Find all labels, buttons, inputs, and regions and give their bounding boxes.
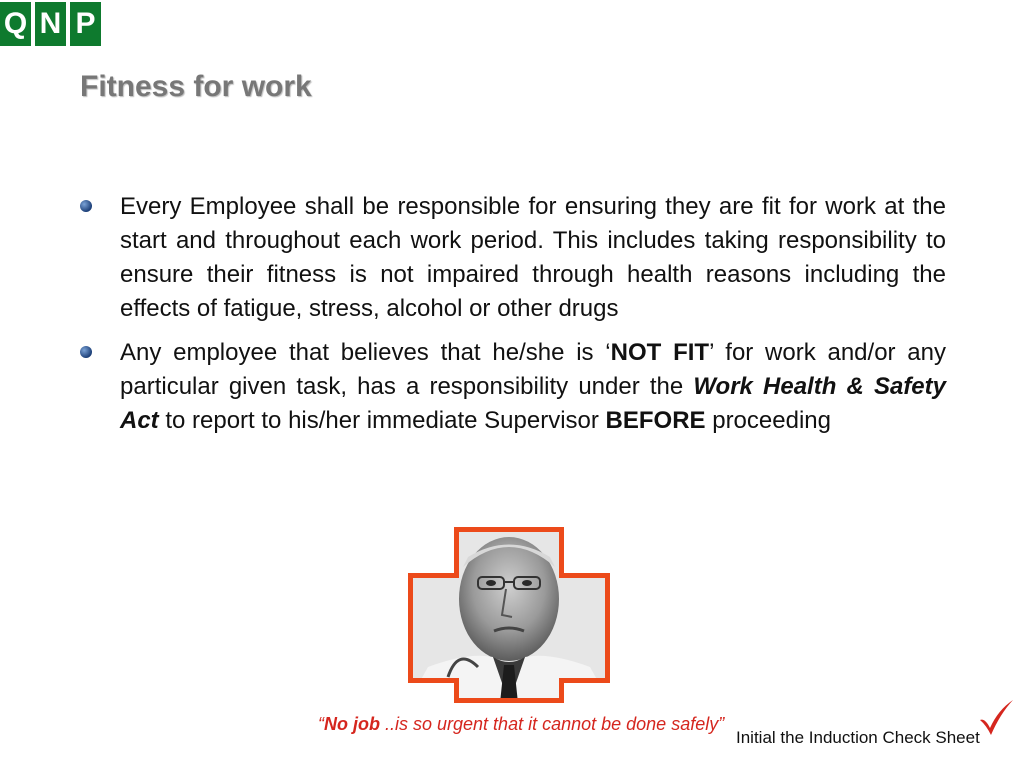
bullet-2-part4: proceeding [705,407,831,434]
quote-open-mark: “ [318,714,324,734]
logo-letter-p: P [70,2,101,46]
bullet-item-2 [80,336,946,438]
slide-title: Fitness for work [80,70,312,103]
doctor-red-cross-image [408,527,610,703]
bullet-text-1: Every Employee shall be responsible for ensuring they are fit for work at the start and throughout each work period. This includes taking responsibility to ensure their fitness is not impaired through health reasons including the effects of fatigue, stress, alcohol or other drugs [120,193,946,322]
checkmark-icon [976,698,1016,738]
bullet-2-part3: to report to his/her immediate Supervisor [158,407,606,434]
before-text: BEFORE [605,407,706,434]
bullet-dot-icon [80,200,92,212]
quote-rest: ..is so urgent that it cannot be done safely” [380,714,725,734]
bullet-2-part1: Any employee that believes that he/she is ‘ [120,339,611,366]
not-fit-text: NOT FIT [610,339,710,366]
logo-letter-n: N [35,2,66,46]
quote-bold: No job [324,714,380,734]
company-logo [0,0,105,48]
bullet-text-2 [120,336,946,438]
logo-letter-q: Q [0,2,31,46]
bullet-2-part2: ’ for work and/or any particular given task, has a responsibility under the [120,339,946,400]
induction-instruction: Initial the Induction Check Sheet [736,728,980,747]
whs-act-text: Work Health & Safety Act [120,373,946,434]
bullet-dot-icon [80,346,92,358]
bullet-list [80,190,946,448]
bullet-item-1 [80,190,946,326]
safety-quote [318,714,724,735]
